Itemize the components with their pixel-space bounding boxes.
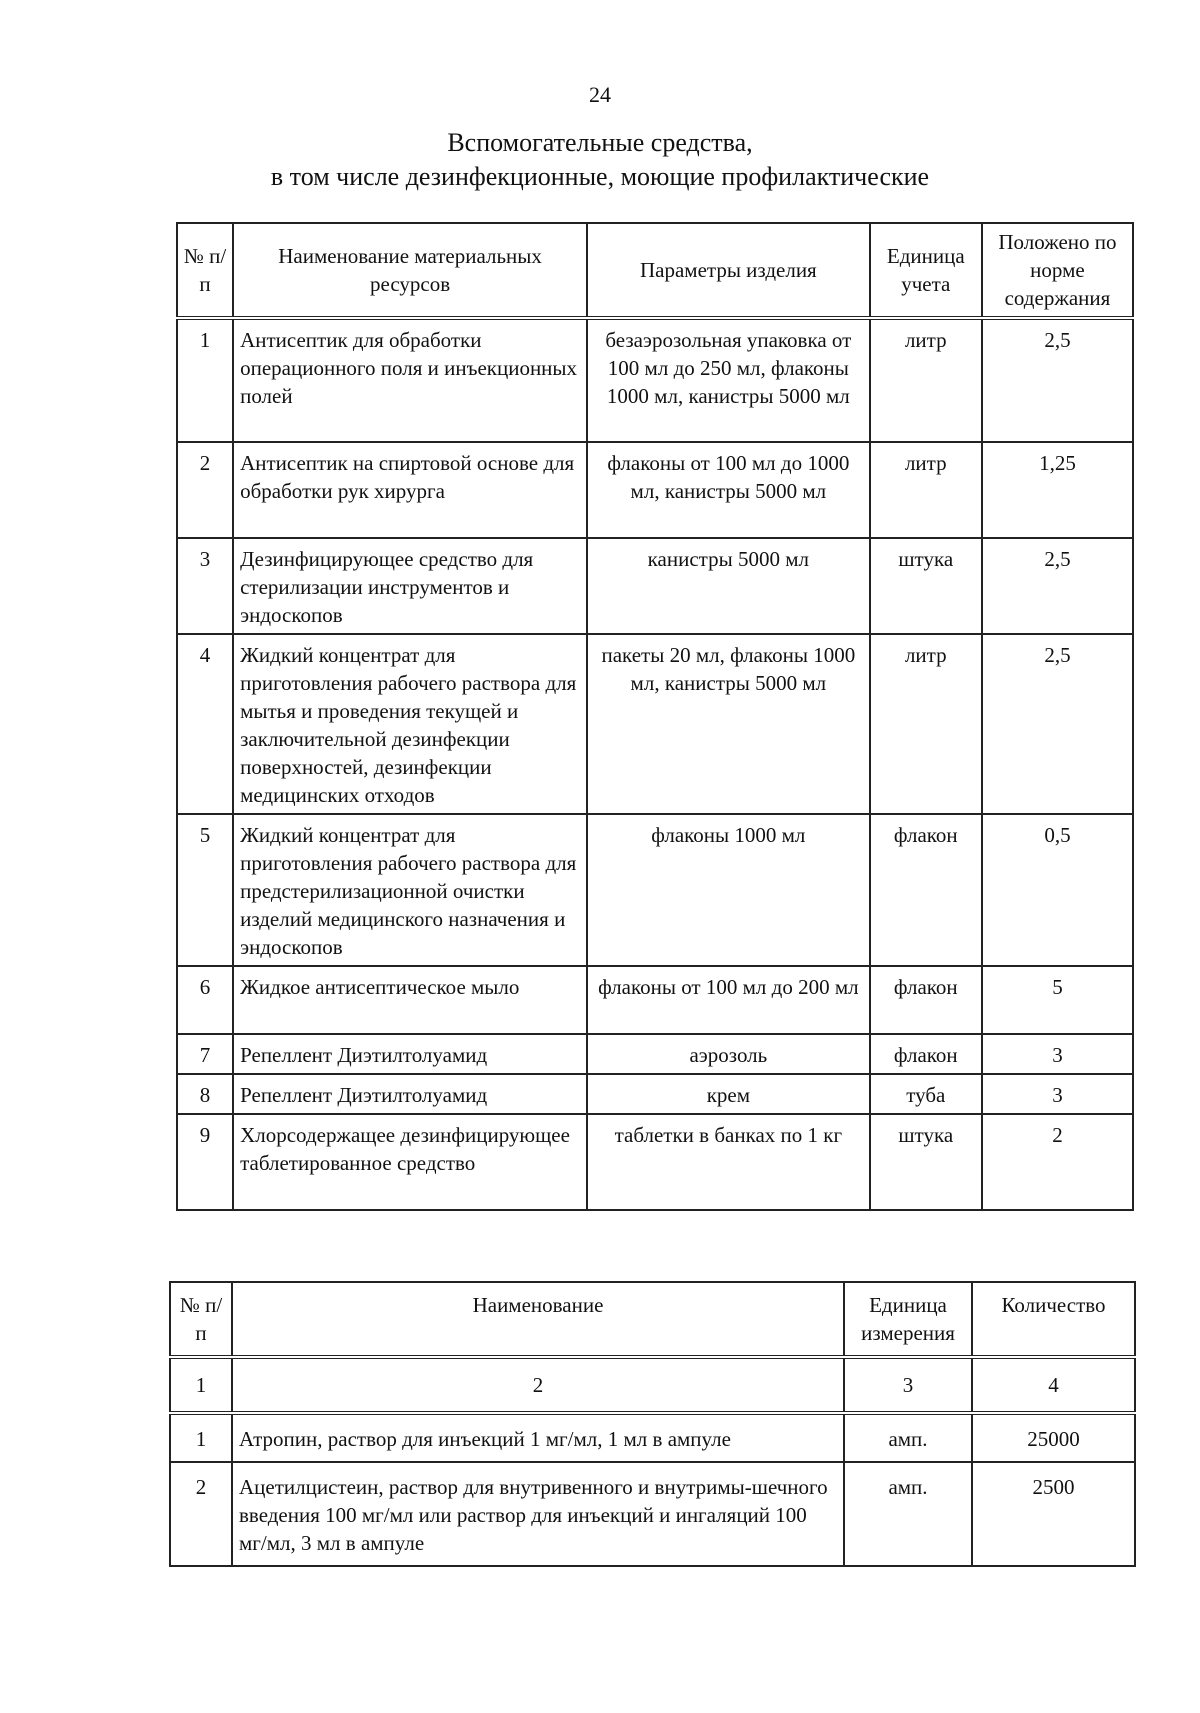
column-number: 4 [972,1357,1135,1413]
table-row [177,814,1133,966]
row-num: 3 [177,538,233,634]
section-heading-line-1: Вспомогательные средства, [447,128,753,157]
supplies-table-header-row [177,223,1133,318]
row-name: Ацетилцистеин, раствор для внутривенного и внутримы-шечного введения 100 мг/мл или раствор для инъекций и ингаляций 100 мг/мл, 3 мл в ампуле [232,1462,844,1566]
row-qty: 25000 [972,1413,1135,1462]
table-row [170,1462,1135,1566]
header-num: № п/п [177,223,233,318]
row-name: Репеллент Диэтилтолуамид [233,1034,587,1074]
row-qty: 2500 [972,1462,1135,1566]
row-norm: 5 [982,966,1133,1034]
table-row [177,1074,1133,1114]
row-name: Жидкий концентрат для приготовления рабочего раствора для предстерилизационной очистки изделий медицинского назначения и эндоскопов [233,814,587,966]
row-norm: 2,5 [982,538,1133,634]
row-unit: литр [870,442,982,538]
medications-table [169,1281,1136,1567]
row-norm: 2,5 [982,634,1133,814]
table-row [177,966,1133,1034]
section-heading [0,126,1200,194]
row-name: Хлорсодержащее дезинфицирующее таблетированное средство [233,1114,587,1210]
row-unit: туба [870,1074,982,1114]
table-row [177,442,1133,538]
row-params: крем [587,1074,870,1114]
table-row [170,1413,1135,1462]
row-name: Антисептик для обработки операционного поля и инъекционных полей [233,318,587,442]
row-norm: 2,5 [982,318,1133,442]
header-norm: Положено по норме содержания [982,223,1133,318]
row-num: 2 [177,442,233,538]
section-heading-line-2: в том числе дезинфекционные, моющие профилактические [270,162,930,191]
medications-table-header-row [170,1282,1135,1357]
table-row [177,1034,1133,1074]
row-unit: литр [870,318,982,442]
row-unit: штука [870,1114,982,1210]
row-unit: амп. [844,1462,972,1566]
column-number: 3 [844,1357,972,1413]
row-name: Репеллент Диэтилтолуамид [233,1074,587,1114]
header-qty: Количество [972,1282,1135,1357]
row-name: Антисептик на спиртовой основе для обработки рук хирурга [233,442,587,538]
column-numbers-row [170,1357,1135,1413]
header-num: № п/п [170,1282,232,1357]
table-row [177,538,1133,634]
header-name: Наименование [232,1282,844,1357]
row-params: флаконы от 100 мл до 1000 мл, канистры 5000 мл [587,442,870,538]
row-norm: 0,5 [982,814,1133,966]
row-norm: 2 [982,1114,1133,1210]
row-norm: 1,25 [982,442,1133,538]
row-unit: флакон [870,814,982,966]
table-row [177,318,1133,442]
header-unit: Единица учета [870,223,982,318]
row-unit: литр [870,634,982,814]
row-name: Жидкое антисептическое мыло [233,966,587,1034]
row-params: пакеты 20 мл, флаконы 1000 мл, канистры 5000 мл [587,634,870,814]
row-params: канистры 5000 мл [587,538,870,634]
row-unit: штука [870,538,982,634]
row-num: 8 [177,1074,233,1114]
row-num: 1 [177,318,233,442]
table-row [177,1114,1133,1210]
row-params: флаконы 1000 мл [587,814,870,966]
header-unit: Единица измерения [844,1282,972,1357]
row-num: 5 [177,814,233,966]
row-num: 4 [177,634,233,814]
row-num: 6 [177,966,233,1034]
row-norm: 3 [982,1034,1133,1074]
row-params: флаконы от 100 мл до 200 мл [587,966,870,1034]
table-row [177,634,1133,814]
row-params: безаэрозольная упаковка от 100 мл до 250 мл, флаконы 1000 мл, канистры 5000 мл [587,318,870,442]
row-num: 9 [177,1114,233,1210]
column-number: 1 [170,1357,232,1413]
row-unit: флакон [870,1034,982,1074]
header-name: Наименование материальных ресурсов [233,223,587,318]
page-number: 24 [589,82,611,107]
row-unit: амп. [844,1413,972,1462]
row-unit: флакон [870,966,982,1034]
row-name: Дезинфицирующее средство для стерилизации инструментов и эндоскопов [233,538,587,634]
row-norm: 3 [982,1074,1133,1114]
row-num: 1 [170,1413,232,1462]
supplies-table [176,222,1134,1211]
header-params: Параметры изделия [587,223,870,318]
row-name: Жидкий концентрат для приготовления рабочего раствора для мытья и проведения текущей и заключительной дезинфекции поверхностей, дезинфекции медицинских отходов [233,634,587,814]
row-params: таблетки в банках по 1 кг [587,1114,870,1210]
column-number: 2 [232,1357,844,1413]
row-num: 7 [177,1034,233,1074]
row-num: 2 [170,1462,232,1566]
row-params: аэрозоль [587,1034,870,1074]
row-name: Атропин, раствор для инъекций 1 мг/мл, 1 мл в ампуле [232,1413,844,1462]
